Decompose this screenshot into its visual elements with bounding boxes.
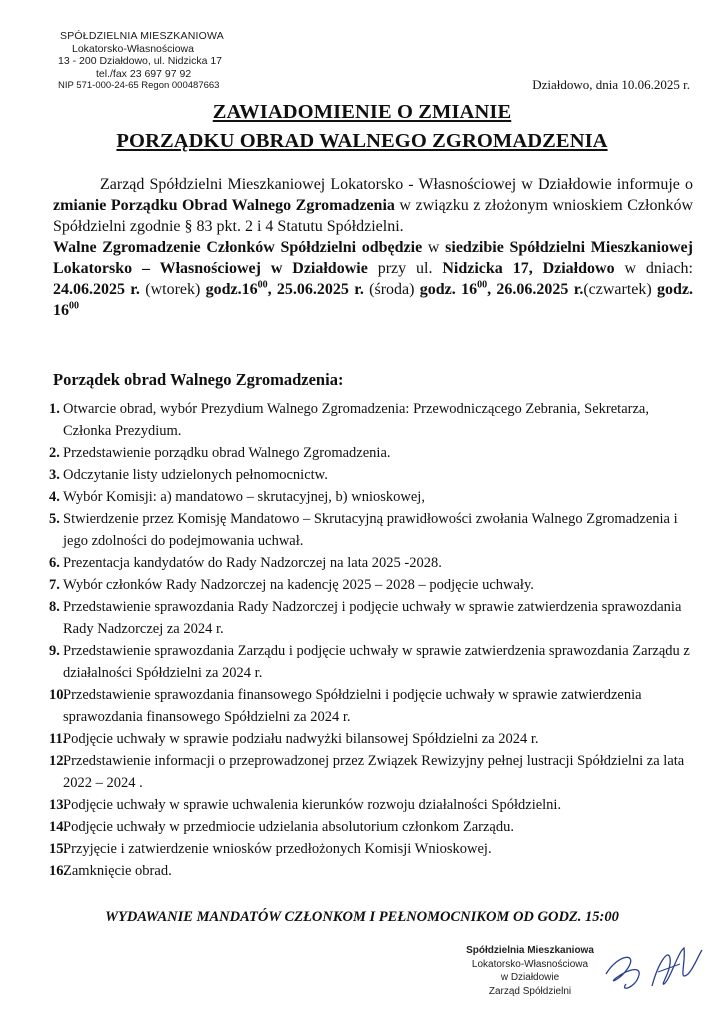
place-and-date: Działdowo, dnia 10.06.2025 r.	[532, 77, 690, 92]
agenda-list	[49, 398, 693, 882]
agenda-item-text: Przyjęcie i zatwierdzenie wniosków przedłożonych Komisji Wnioskowej.	[63, 841, 492, 857]
agenda-item-text: Przedstawienie sprawozdania Rady Nadzorczej i podjęcie uchwały w sprawie zatwierdzenia sprawozdania Rady Nadzorczej za 2024 r.	[63, 599, 682, 637]
agenda-item-number: 1.	[49, 401, 60, 417]
meeting-paragraph	[53, 237, 693, 321]
stamp-line: Zarząd Spółdzielni	[488, 985, 572, 997]
handwritten-signature	[598, 934, 708, 1004]
agenda-item	[49, 684, 693, 728]
agenda-item-number: 8.	[49, 599, 60, 615]
agenda-item-text: Podjęcie uchwały w przedmiocie udzielania absolutorium członkom Zarządu.	[63, 819, 514, 835]
agenda-item	[49, 838, 693, 860]
text-run: Zarząd Spółdzielni Mieszkaniowej Lokatorsko - Własnościowej w Działdowie informuje o	[100, 176, 693, 193]
stamp-registry: NIP 571-000-24-65 Regon 000487663	[58, 80, 220, 91]
agenda-item	[49, 860, 693, 882]
document-title-line1: ZAWIADOMIENIE O ZMIANIE	[212, 101, 512, 123]
agenda-item-text: Przedstawienie sprawozdania Zarządu i podjęcie uchwały w sprawie zatwierdzenia sprawozdania Zarządu z działalności Spółdzielni za 2024 r.	[63, 643, 690, 681]
mandate-issuance-note: WYDAWANIE MANDATÓW CZŁONKOM I PEŁNOMOCNIKOM OD GODZ. 15:00	[105, 909, 619, 925]
stamp-line: Lokatorsko-Własnościowa	[72, 42, 194, 55]
date-1: 24.06.2025 r.	[53, 281, 140, 298]
agenda-item-number: 10.	[49, 687, 68, 703]
agenda-item-text: Prezentacja kandydatów do Rady Nadzorczej na lata 2025 -2028.	[63, 555, 442, 571]
agenda-item-text: Przedstawienie informacji o przeprowadzonej przez Związek Rewizyjny pełnej lustracji Spółdzielni za lata 2022 – 2024 .	[63, 753, 685, 791]
agenda-item-number: 6.	[49, 555, 60, 571]
agenda-item	[49, 728, 693, 750]
agenda-item-text: Przedstawienie sprawozdania finansowego Spółdzielni i podjęcie uchwały w sprawie zatwierdzenia sprawozdania finansowego Spółdzielni za 2024 r.	[63, 687, 642, 725]
text-run-bold: Nidzicka 17, Działdowo	[442, 260, 615, 277]
intro-paragraph	[53, 174, 693, 237]
agenda-item	[49, 596, 693, 640]
agenda-item-number: 16.	[49, 863, 68, 879]
text-run: (środa)	[363, 281, 420, 298]
agenda-item-number: 5.	[49, 511, 60, 527]
agenda-item	[49, 574, 693, 596]
agenda-item	[49, 794, 693, 816]
agenda-item	[49, 398, 693, 442]
agenda-item-number: 13.	[49, 797, 68, 813]
agenda-item	[49, 508, 693, 552]
text-run-bold: zmianie Porządku Obrad Walnego Zgromadzenia	[53, 197, 395, 214]
time-3: godz. 16	[53, 281, 694, 319]
cooperative-header-stamp	[58, 30, 288, 93]
agenda-item-text: Otwarcie obrad, wybór Prezydium Walnego Zgromadzenia: Przewodniczącego Zebrania, Sekretarza, Członka Prezydium.	[63, 401, 649, 439]
agenda-item-number: 12.	[49, 753, 68, 769]
date-2: , 25.06.2025 r.	[267, 281, 364, 298]
agenda-item	[49, 640, 693, 684]
agenda-item-text: Zamknięcie obrad.	[63, 863, 172, 879]
stamp-phone: tel./fax 23 697 97 92	[96, 67, 192, 80]
text-run-bold: Walne Zgromadzenie Członków Spółdzielni odbędzie	[53, 239, 423, 256]
text-run: w dniach:	[614, 260, 693, 277]
text-run: przy ul.	[367, 260, 443, 277]
text-run: w związku z złożonym wnioskiem Członków Spółdzielni zgodnie § 83 pkt. 2 i 4 Statutu Spółdzielni.	[53, 197, 693, 235]
agenda-item-text: Stwierdzenie przez Komisję Mandatowo – Skrutacyjną prawidłowości zwołania Walnego Zgromadzenia i jego zdolności do podejmowania uchwał.	[63, 511, 678, 549]
time-1: godz.16	[205, 281, 258, 298]
agenda-item-text: Wybór Komisji: a) mandatowo – skrutacyjnej, b) wnioskowej,	[63, 489, 425, 505]
agenda-item-number: 7.	[49, 577, 60, 593]
text-run: w	[422, 239, 446, 256]
agenda-item	[49, 464, 693, 486]
board-signature-stamp	[450, 944, 610, 998]
stamp-line: Spółdzielnia Mieszkaniowa	[466, 945, 594, 956]
agenda-item-text: Wybór członków Rady Nadzorczej na kadencję 2025 – 2028 – podjęcie uchwały.	[63, 577, 534, 593]
agenda-item-number: 15.	[49, 841, 68, 857]
agenda-item-text: Podjęcie uchwały w sprawie uchwalenia kierunków rozwoju działalności Spółdzielni.	[63, 797, 562, 813]
agenda-item-number: 3.	[49, 467, 60, 483]
notice-body	[53, 174, 693, 321]
agenda-item	[49, 816, 693, 838]
stamp-line: w Działdowie	[500, 972, 560, 983]
agenda-item-text: Odczytanie listy udzielonych pełnomocnictw.	[63, 467, 328, 483]
stamp-address: 13 - 200 Działdowo, ul. Nidzicka 17	[58, 55, 223, 67]
agenda-item-number: 4.	[49, 489, 60, 505]
agenda-heading: Porządek obrad Walnego Zgromadzenia:	[53, 370, 344, 389]
date-3: , 26.06.2025 r.	[487, 281, 584, 298]
agenda-item	[49, 442, 693, 464]
agenda-item-number: 14.	[49, 819, 68, 835]
time-superscript: 00	[477, 279, 488, 291]
stamp-line: SPÓŁDZIELNIA MIESZKANIOWA	[60, 30, 224, 42]
agenda-item	[49, 552, 693, 574]
time-superscript: 00	[69, 300, 79, 312]
agenda-item	[49, 750, 693, 794]
agenda-item-number: 9.	[49, 643, 60, 659]
text-run-bold: siedzibie Spółdzielni Mieszkaniowej Lokatorsko – Własnościowej w Działdowie	[53, 239, 693, 277]
agenda-item-text: Podjęcie uchwały w sprawie podziału nadwyżki bilansowej Spółdzielni za 2024 r.	[63, 731, 539, 747]
time-2: godz. 16	[419, 281, 478, 298]
time-superscript: 00	[257, 279, 268, 291]
agenda-item-number: 11.	[49, 731, 67, 747]
agenda-item-text: Przedstawienie porządku obrad Walnego Zgromadzenia.	[63, 445, 391, 461]
document-title-line2: PORZĄDKU OBRAD WALNEGO ZGROMADZENIA	[116, 130, 608, 152]
agenda-item	[49, 486, 693, 508]
agenda-item-number: 2.	[49, 445, 60, 461]
text-run: (czwartek)	[583, 281, 658, 298]
text-run: (wtorek)	[139, 281, 206, 298]
stamp-line: Lokatorsko-Własnościowa	[471, 958, 589, 970]
